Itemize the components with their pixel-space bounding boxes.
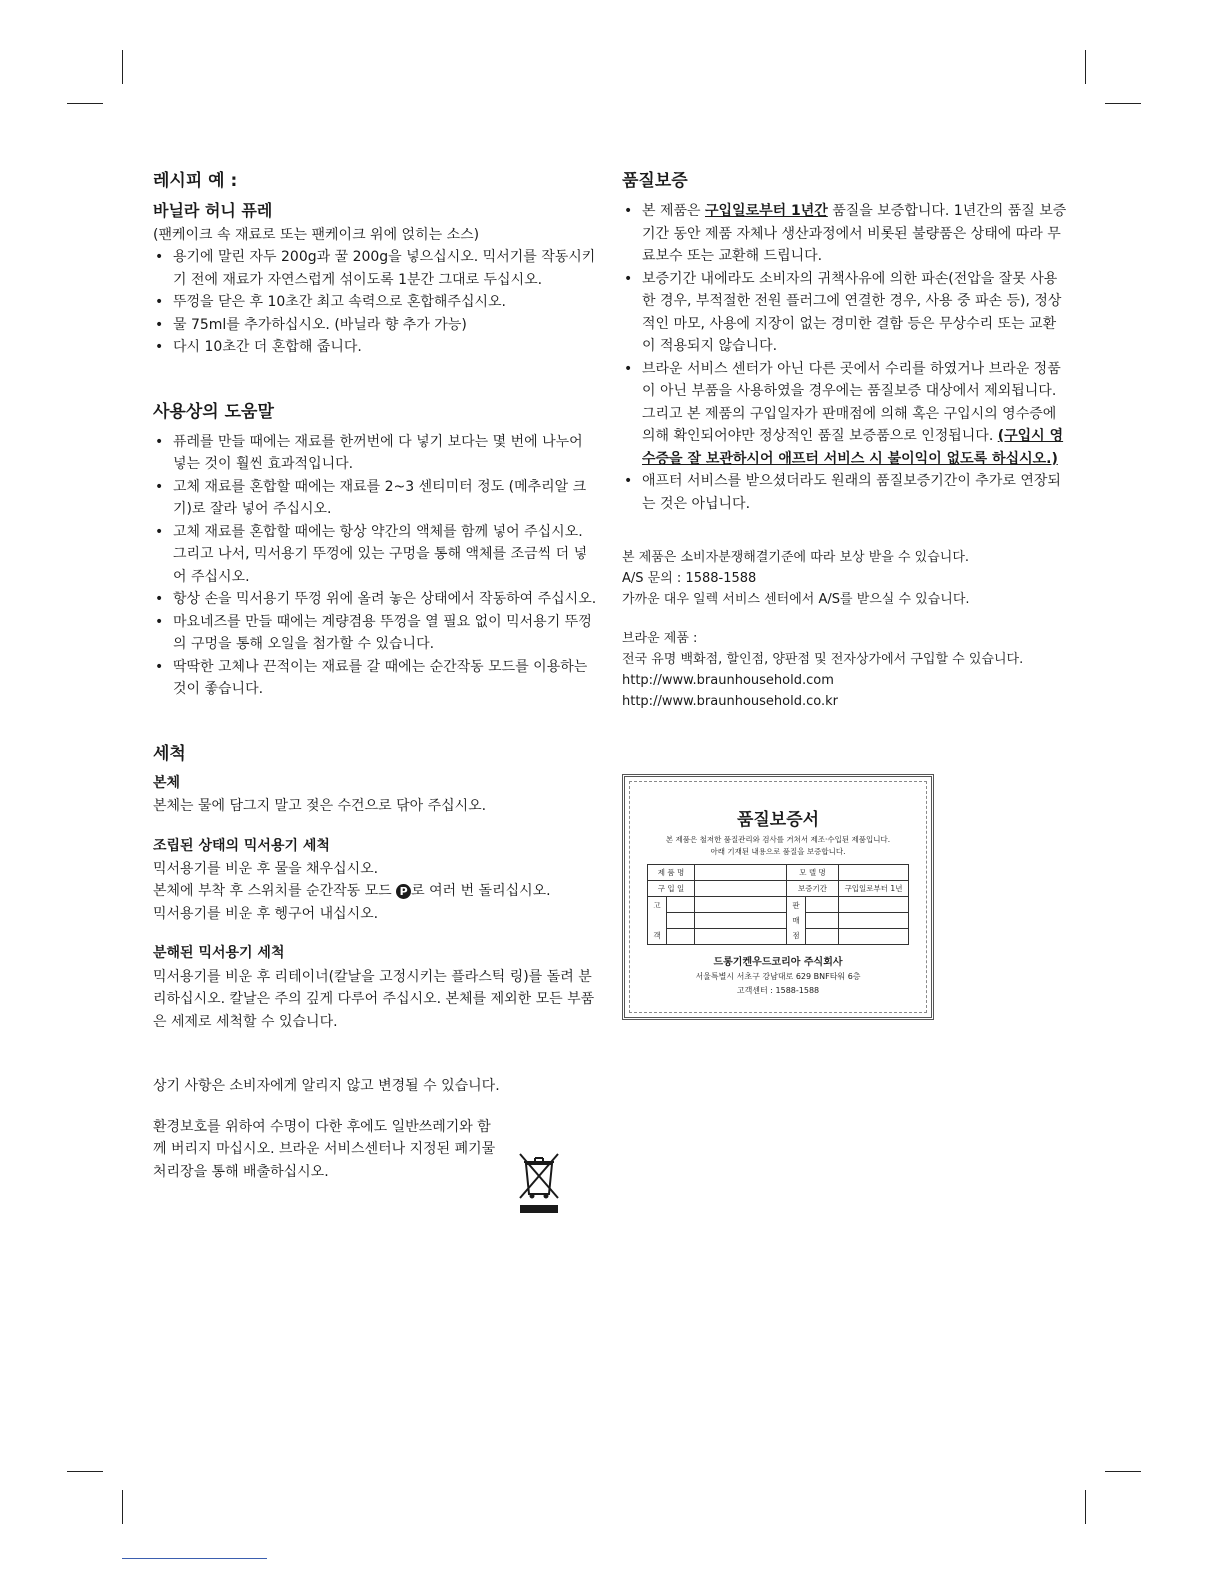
cleaning-heading: 세척: [153, 743, 186, 764]
table-cell: 구입일로부터 1년: [839, 881, 909, 897]
list-item: • 고체 재료를 혼합할 때에는 재료를 2~3 센티미터 정도 (메추리알 크기)로 잘라 넣어 주십시오.: [153, 476, 598, 521]
braun-url-1: http://www.braunhousehold.com: [622, 673, 834, 689]
list-item: • 용기에 말린 자두 200g과 꿀 200g을 넣으십시오. 믹서기를 작동시키기 전에 재료가 자연스럽게 섞이도록 1분간 그대로 두십시오.: [153, 246, 598, 291]
disassembled-title: 분해된 믹서용기 세척: [153, 945, 285, 962]
certificate-company: 드롱기켄우드코리아 주식회사: [713, 957, 843, 968]
warranty-heading: 품질보증: [622, 171, 688, 191]
list-item: • 항상 손을 믹서용기 뚜껑 위에 올려 놓은 상태에서 작동하여 주십시오.: [153, 588, 598, 611]
assembled-line-2-end: 로 여러 번 돌리십시오.: [411, 883, 551, 900]
table-cell: 구 입 일: [648, 881, 695, 897]
list-item: • 다시 10초간 더 혼합해 줍니다.: [153, 336, 598, 359]
service-line-3: 가까운 대우 일렉 서비스 센터에서 A/S를 받으실 수 있습니다.: [622, 592, 970, 608]
list-item: • 뚜껑을 닫은 후 10초간 최고 속력으로 혼합해주십시오.: [153, 291, 598, 314]
service-line-1: 본 제품은 소비자분쟁해결기준에 따라 보상 받을 수 있습니다.: [622, 550, 970, 566]
assembled-title: 조립된 상태의 믹서용기 세척: [153, 837, 330, 854]
certificate-address: 서울특별시 서초구 강남대로 629 BNF타워 6층 고객센터 : 1588-1588: [695, 972, 861, 995]
braun-url-2: http://www.braunhousehold.co.kr: [622, 694, 838, 710]
table-cell: 제 품 명: [648, 865, 695, 881]
certificate-title: 품질보증서: [736, 810, 820, 830]
table-cell: 고 객: [648, 897, 695, 945]
service-line-2: A/S 문의 : 1588-1588: [622, 571, 757, 587]
list-item: • 고체 재료를 혼합할 때에는 항상 약간의 액체를 함께 넣어 주십시오. 그리고 나서, 믹서용기 뚜껑에 있는 구멍을 통해 액체를 조금씩 더 넣어 주십시오.: [153, 521, 598, 589]
crossed-bin-icon: [516, 1150, 562, 1216]
crop-mark: [67, 103, 103, 104]
disassembled-text: 믹서용기를 비운 후 리테이너(칼날을 고정시키는 플라스틱 링)를 돌려 분리하십시오. 칼날은 주의 깊게 다루어 주십시오. 본체를 제외한 모든 부품은 세제로 세척할 수 있습니다.: [153, 968, 595, 1030]
environment-text: 환경보호를 위하여 수명이 다한 후에도 일반쓰레기와 함께 버리지 마십시오. 브라운 서비스센터나 지정된 폐기물 처리장을 통해 배출하십시오.: [153, 1118, 496, 1180]
assembled-line-1: 믹서용기를 비운 후 물을 채우십시오.: [153, 860, 379, 877]
body-title: 본체: [153, 774, 181, 791]
change-notice: 상기 사항은 소비자에게 알리지 않고 변경될 수 있습니다.: [153, 1078, 500, 1095]
list-item: • 브라운 서비스 센터가 아닌 다른 곳에서 수리를 하였거나 브라운 정품이 아닌 부품을 사용하였을 경우에는 품질보증 대상에서 제외됩니다. 그리고 본 제품의 구입일자가 판매점에 의해 혹은 구입시의 영수증에 의해 확인되어야만 정상적인 품질 보증품으로 인정됩니다. (구입시 영수증을 잘 보관하시어 애프터 서비스 시 불이익이 없도록 하십시오.): [622, 358, 1067, 471]
left-column: [153, 170, 598, 1183]
crop-mark: [1105, 103, 1141, 104]
list-item: • 퓨레를 만들 때에는 재료를 한꺼번에 다 넣기 보다는 몇 번에 나누어 넣는 것이 훨씬 효과적입니다.: [153, 431, 598, 476]
list-item: • 본 제품은 구입일로부터 1년간 품질을 보증합니다. 1년간의 품질 보증기간 동안 제품 자체나 생산과정에서 비롯된 불량품은 상태에 따라 무료보수 또는 교환해 드립니다.: [622, 200, 1067, 268]
tips-heading: 사용상의 도움말: [153, 401, 274, 422]
tips-list: [153, 431, 598, 701]
warranty-list: [622, 200, 1067, 515]
pulse-mode-icon: P: [396, 884, 411, 899]
recipe-steps: [153, 246, 598, 359]
assembled-line-3: 믹서용기를 비운 후 헹구어 내십시오.: [153, 905, 379, 922]
list-item: • 물 75ml를 추가하십시오. (바닐라 향 추가 가능): [153, 314, 598, 337]
warranty-certificate: [622, 774, 934, 1020]
table-cell: 모 델 명: [787, 865, 839, 881]
list-item: • 마요네즈를 만들 때에는 계량겸용 뚜껑을 열 필요 없이 믹서용기 뚜껑의 구멍을 통해 오일을 첨가할 수 있습니다.: [153, 611, 598, 656]
crop-mark: [122, 50, 123, 84]
body-text: 본체는 물에 담그지 말고 젖은 수건으로 닦아 주십시오.: [153, 798, 487, 815]
right-column: [622, 170, 1067, 712]
certificate-subtitle: 본 제품은 철저한 품질관리와 검사를 거쳐서 제조·수입된 제품입니다. 아래 기재된 내용으로 품질을 보증합니다.: [665, 835, 891, 856]
crop-mark: [1085, 1490, 1086, 1524]
braun-line-2: 전국 유명 백화점, 할인점, 양판점 및 전자상가에서 구입할 수 있습니다.: [622, 652, 1024, 668]
table-cell: 보증기간: [787, 881, 839, 897]
bottom-rule: [122, 1558, 267, 1559]
crop-mark: [67, 1471, 103, 1472]
table-cell: 판 매 점: [787, 897, 839, 945]
assembled-line-2: [153, 880, 598, 903]
recipe-title: 바닐라 허니 퓨레: [153, 201, 273, 221]
recipe-heading: 레시피 예 :: [153, 171, 238, 191]
recipe-subtitle: (팬케이크 속 재료로 또는 팬케이크 위에 얹히는 소스): [153, 226, 480, 243]
list-item: • 보증기간 내에라도 소비자의 귀책사유에 의한 파손(전압을 잘못 사용한 경우, 부적절한 전원 플러그에 연결한 경우, 사용 중 파손 등), 정상적인 마모, 사용에 지장이 없는 경미한 결함 등은 무상수리 또는 교환이 적용되지 않습니다.: [622, 268, 1067, 358]
crop-mark: [1085, 50, 1086, 84]
braun-line-1: 브라운 제품 :: [622, 631, 698, 647]
crop-mark: [1105, 1471, 1141, 1472]
assembled-line-2-start: 본체에 부착 후 스위치를 순간작동 모드: [153, 883, 392, 900]
list-item: • 딱딱한 고체나 끈적이는 재료를 갈 때에는 순간작동 모드를 이용하는 것이 좋습니다.: [153, 656, 598, 701]
list-item: • 애프터 서비스를 받으셨더라도 원래의 품질보증기간이 추가로 연장되는 것은 아닙니다.: [622, 470, 1067, 515]
crop-mark: [122, 1490, 123, 1524]
certificate-border: [629, 781, 927, 1013]
